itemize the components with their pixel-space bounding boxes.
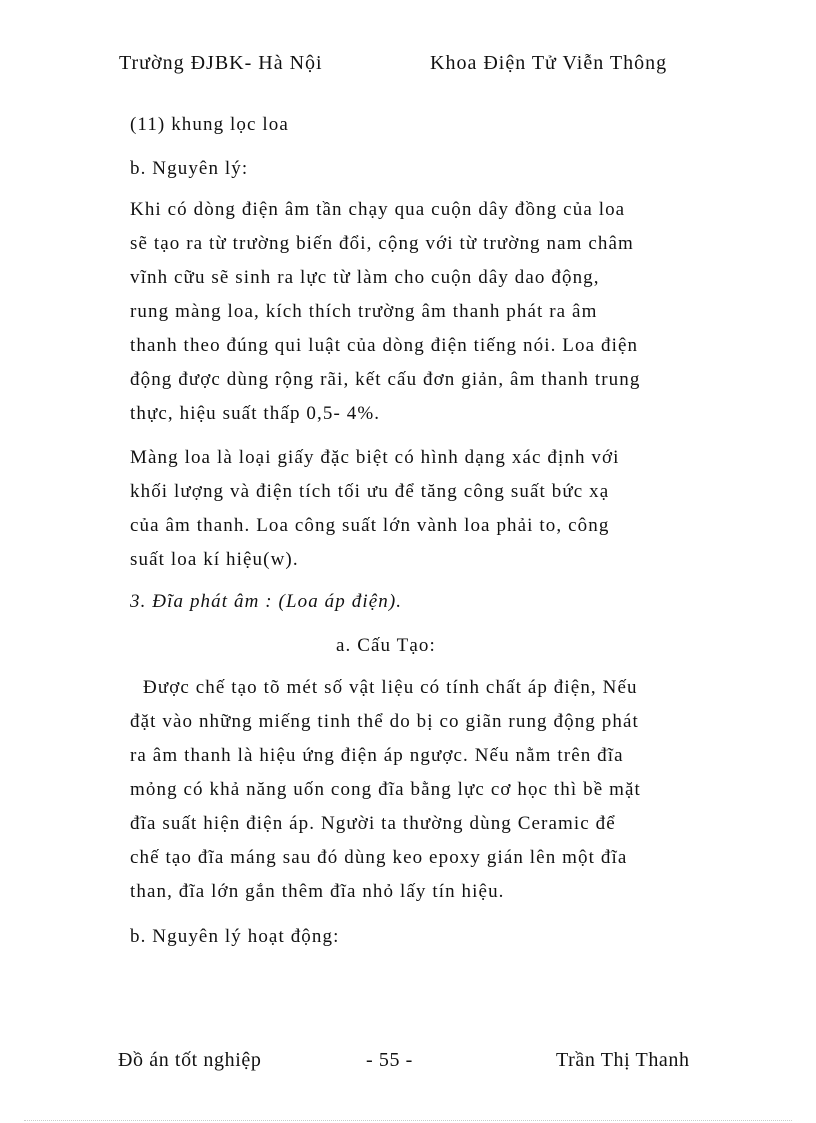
header-faculty: Khoa Điện Tử Viễn Thông bbox=[430, 52, 668, 74]
section-heading-piezo-disc: 3. Đĩa phát âm : (Loa áp điện). bbox=[130, 591, 403, 612]
text-line: của âm thanh. Loa công suất lớn vành loa phải to, công bbox=[130, 515, 610, 536]
text-line: suất loa kí hiệu(w). bbox=[130, 549, 299, 570]
text-line: chế tạo đĩa máng sau đó dùng keo epoxy gián lên một đĩa bbox=[130, 847, 628, 868]
text-line: rung màng loa, kích thích trường âm thanh phát ra âm bbox=[130, 301, 598, 322]
text-line: thực, hiệu suất thấp 0,5- 4%. bbox=[130, 403, 381, 424]
header-school: Trường ĐJBK- Hà Nội bbox=[119, 52, 323, 74]
text-line: khối lượng và điện tích tối ưu để tăng công suất bức xạ bbox=[130, 481, 610, 502]
text-line: thanh theo đúng qui luật của dòng điện tiếng nói. Loa điện bbox=[130, 335, 639, 356]
text-line: ra âm thanh là hiệu ứng điện áp ngược. Nếu nằm trên đĩa bbox=[130, 745, 624, 766]
text-line: Được chế tạo tõ mét số vật liệu có tính chất áp điện, Nếu bbox=[143, 677, 638, 698]
text-line: đặt vào những miếng tinh thể do bị co giãn rung động phát bbox=[130, 711, 639, 732]
footer-thesis-label: Đồ án tốt nghiệp bbox=[118, 1049, 262, 1071]
text-line: đĩa suất hiện điện áp. Người ta thường dùng Ceramic để bbox=[130, 813, 616, 834]
page-number: - 55 - bbox=[366, 1049, 413, 1071]
text-line: mỏng có khả năng uốn cong đĩa bằng lực cơ học thì bề mặt bbox=[130, 779, 641, 800]
subheading-operating-principle: b. Nguyên lý hoạt động: bbox=[130, 926, 340, 947]
heading-principle: b. Nguyên lý: bbox=[130, 158, 249, 179]
text-line: vĩnh cữu sẽ sinh ra lực từ làm cho cuộn dây dao động, bbox=[130, 267, 600, 288]
page-bottom-divider bbox=[24, 1120, 792, 1121]
footer-author: Trần Thị Thanh bbox=[556, 1049, 690, 1071]
text-line: Màng loa là loại giấy đặc biệt có hình dạng xác định với bbox=[130, 447, 620, 468]
text-line: than, đĩa lớn gắn thêm đĩa nhỏ lấy tín hiệu. bbox=[130, 881, 505, 902]
item-11-loa-filter-frame: (11) khung lọc loa bbox=[130, 114, 289, 135]
subheading-structure: a. Cấu Tạo: bbox=[336, 635, 436, 656]
text-line: sẽ tạo ra từ trường biến đổi, cộng với từ trường nam châm bbox=[130, 233, 634, 254]
text-line: Khi có dòng điện âm tần chạy qua cuộn dây đồng của loa bbox=[130, 199, 626, 220]
text-line: động được dùng rộng rãi, kết cấu đơn giản, âm thanh trung bbox=[130, 369, 641, 390]
